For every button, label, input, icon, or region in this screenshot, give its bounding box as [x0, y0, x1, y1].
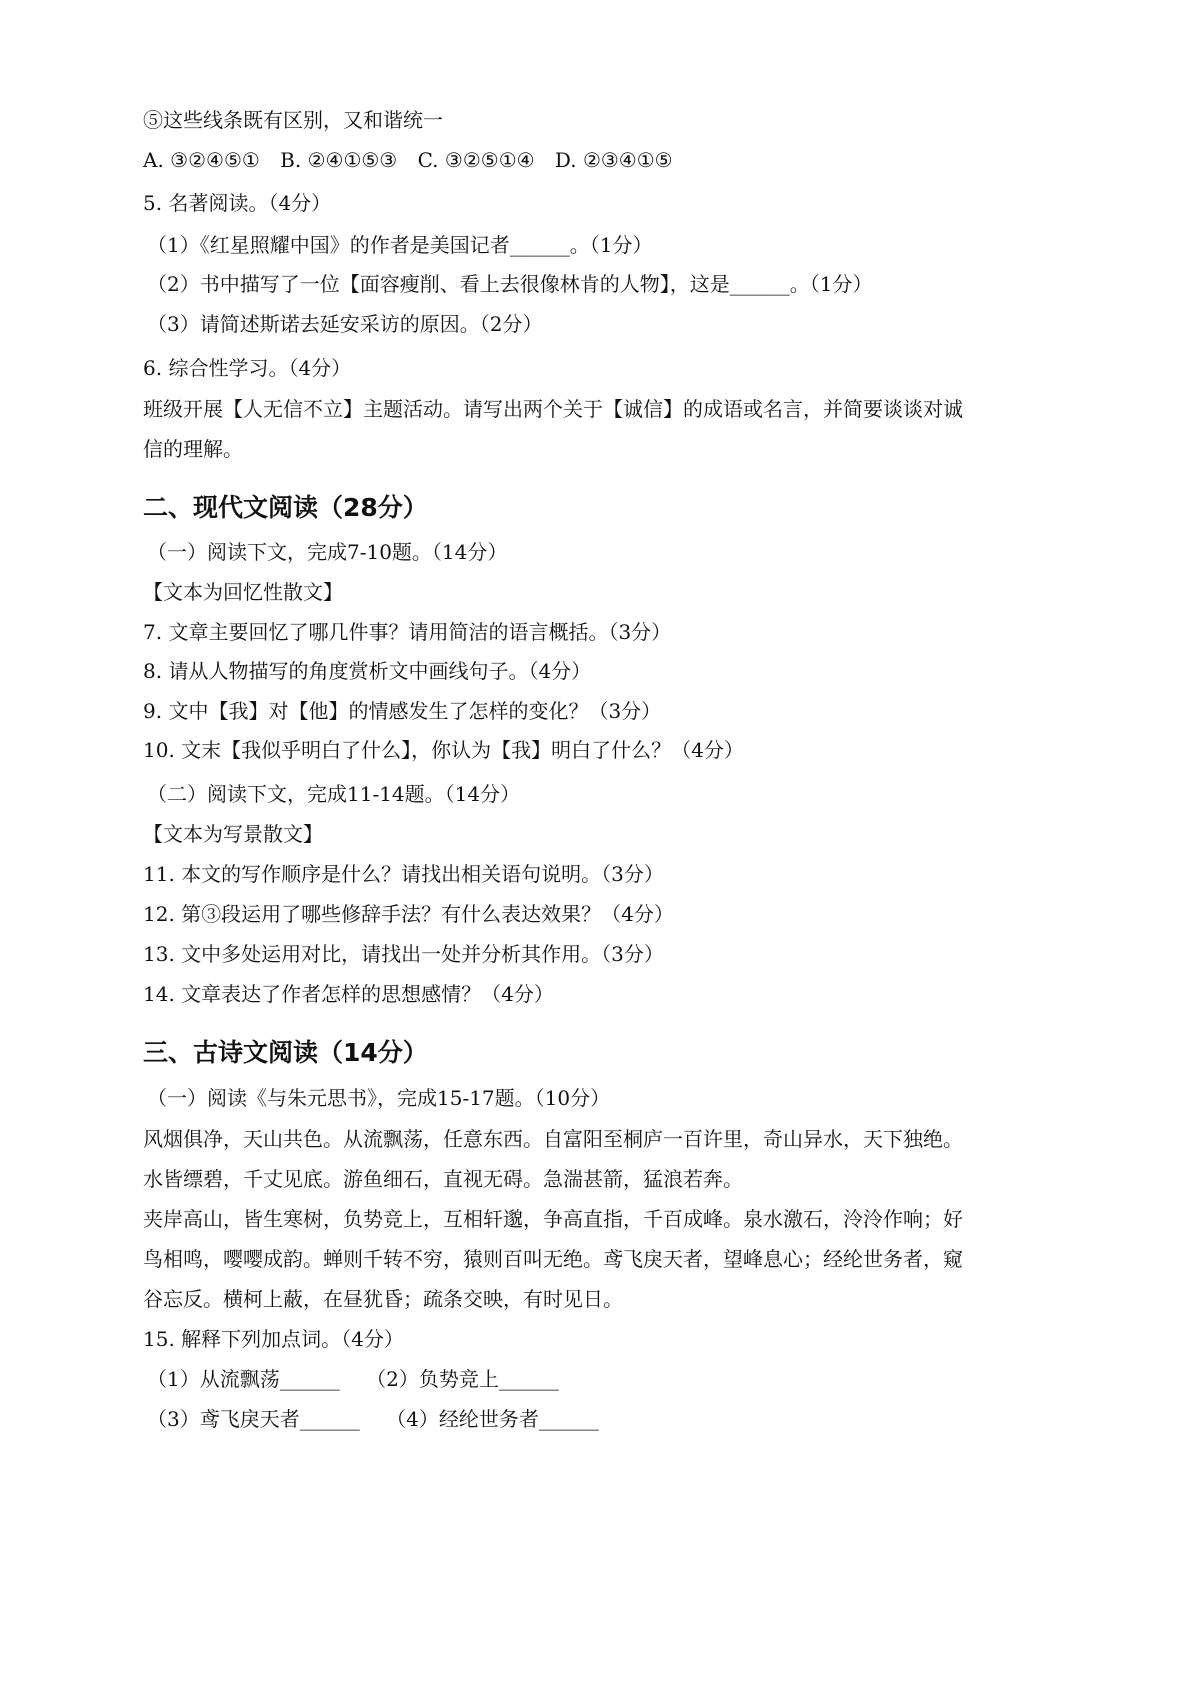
option-b: B. ②④①⑤③	[280, 148, 398, 172]
q5-part-3: （3）请简述斯诺去延安采访的原因。（2分）	[147, 312, 543, 336]
question-12: 12. 第③段运用了哪些修辞手法？有什么表达效果？（4分）	[143, 902, 674, 926]
question-14: 14. 文章表达了作者怎样的思想感情？（4分）	[143, 982, 554, 1006]
q6-body-line-1: 班级开展【人无信不立】主题活动。请写出两个关于【诚信】的成语或名言，并简要谈谈对诚	[143, 397, 963, 421]
question-8: 8. 请从人物描写的角度赏析文中画线句子。（4分）	[143, 659, 592, 683]
classical-text-line-2: 水皆缥碧，千丈见底。游鱼细石，直视无碍。急湍甚箭，猛浪若奔。	[143, 1167, 743, 1191]
classical-text-line-3: 夹岸高山，皆生寒树，负势竞上，互相轩邈，争高直指，千百成峰。泉水激石，泠泠作响；好	[143, 1207, 963, 1231]
question-7: 7. 文章主要回忆了哪几件事？请用简洁的语言概括。（3分）	[143, 620, 672, 644]
q4-item-5: ⑤这些线条既有区别，又和谐统一	[143, 108, 443, 132]
section-2-part-2-intro: （二）阅读下文，完成11-14题。（14分）	[147, 782, 521, 806]
question-9: 9. 文中【我】对【他】的情感发生了怎样的变化？（3分）	[143, 699, 662, 723]
classical-text-line-1: 风烟俱净，天山共色。从流飘荡，任意东西。自富阳至桐庐一百许里，奇山异水，天下独绝。	[143, 1127, 963, 1151]
question-15: 15. 解释下列加点词。（4分）	[143, 1327, 404, 1351]
classical-text-line-4: 鸟相鸣，嘤嘤成韵。蝉则千转不穷，猿则百叫无绝。鸢飞戾天者，望峰息心；经纶世务者，窥	[143, 1247, 963, 1271]
option-c: C. ③②⑤①④	[417, 148, 535, 172]
section-2-heading: 二、现代文阅读（28分）	[143, 493, 428, 522]
q6-body-line-2: 信的理解。	[143, 437, 243, 461]
classical-text-line-5: 谷忘反。横柯上蔽，在昼犹昏；疏条交映，有时见日。	[143, 1287, 623, 1311]
q15-items-row-1	[147, 1365, 579, 1393]
question-10: 10. 文末【我似乎明白了什么】，你认为【我】明白了什么？（4分）	[143, 738, 744, 762]
option-d: D. ②③④①⑤	[554, 148, 673, 172]
q6-title: 6. 综合性学习。（4分）	[143, 356, 352, 380]
q5-part-1: （1）《红星照耀中国》的作者是美国记者______。（1分）	[147, 233, 653, 257]
question-13: 13. 文中多处运用对比，请找出一处并分析其作用。（3分）	[143, 942, 664, 966]
q15-item-4: （4）经纶世务者______	[386, 1407, 599, 1431]
section-3-heading: 三、古诗文阅读（14分）	[143, 1038, 428, 1067]
q15-item-2: （2）负势竞上______	[366, 1367, 559, 1391]
q15-item-1: （1）从流飘荡______	[147, 1367, 340, 1391]
section-2-part-2-text-note: 【文本为写景散文】	[143, 822, 323, 846]
question-11: 11. 本文的写作顺序是什么？请找出相关语句说明。（3分）	[143, 862, 664, 886]
q15-item-3: （3）鸢飞戾天者______	[147, 1407, 360, 1431]
section-3-part-1-intro: （一）阅读《与朱元思书》，完成15-17题。（10分）	[147, 1086, 611, 1110]
q15-items-row-2	[147, 1405, 619, 1433]
section-2-part-1-intro: （一）阅读下文，完成7-10题。（14分）	[147, 540, 508, 564]
q4-options	[143, 146, 687, 174]
option-a: A. ③②④⑤①	[143, 148, 260, 172]
section-2-part-1-text-note: 【文本为回忆性散文】	[143, 580, 343, 604]
q5-title: 5. 名著阅读。（4分）	[143, 191, 332, 215]
q5-part-2: （2）书中描写了一位【面容瘦削、看上去很像林肯的人物】，这是______。（1分）	[147, 272, 873, 296]
